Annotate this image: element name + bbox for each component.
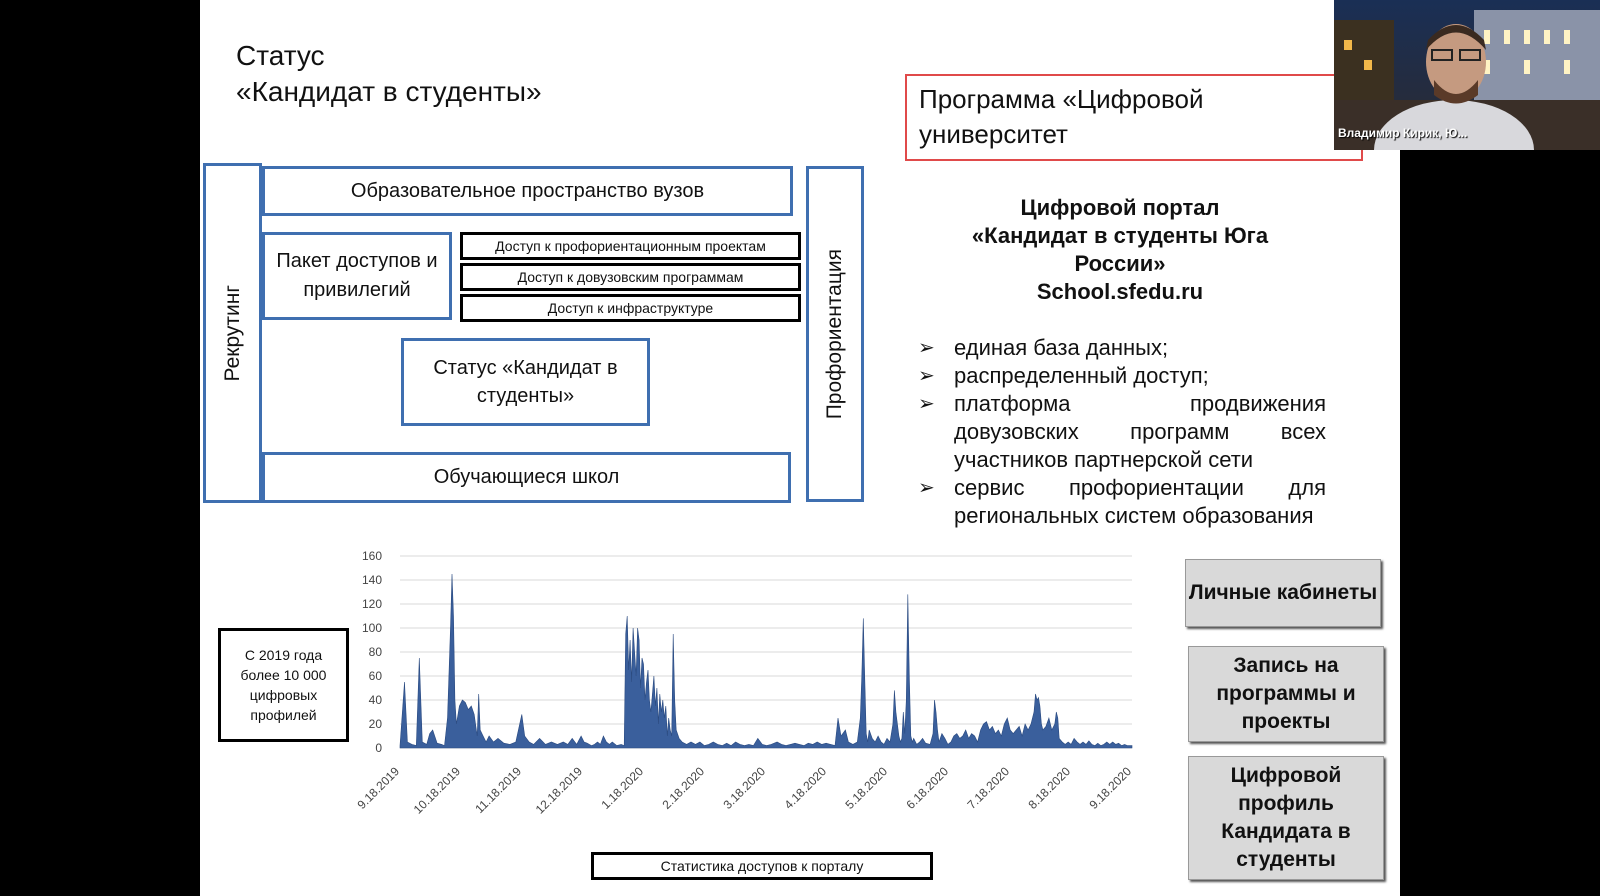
y-tick-label: 60: [368, 669, 382, 683]
x-tick-label: 9.18.2020: [1086, 764, 1135, 812]
x-tick-label: 7.18.2020: [964, 764, 1013, 812]
y-tick-label: 20: [368, 717, 382, 731]
y-tick-label: 140: [361, 573, 382, 587]
y-tick-label: 80: [368, 645, 382, 659]
x-tick-label: 8.18.2020: [1025, 764, 1074, 812]
feature-item: ➢ распределенный доступ;: [918, 362, 1326, 390]
career-guidance-box: [806, 166, 864, 502]
x-tick-label: 1.18.2020: [598, 764, 647, 812]
title-line-2: «Кандидат в студенты»: [236, 76, 542, 107]
students-box: Обучающиеся школ: [262, 452, 791, 503]
x-tick-label: 5.18.2020: [842, 764, 891, 812]
y-tick-label: 0: [375, 741, 382, 755]
portal-line-3: России»: [1074, 251, 1166, 276]
program-signup-button[interactable]: Запись на программы и проекты: [1188, 646, 1384, 742]
x-tick-label: 12.18.2019: [532, 764, 586, 817]
y-tick-label: 160: [361, 549, 382, 563]
access-item: Доступ к профориентационным проектам: [460, 232, 801, 260]
edu-space-box: Образовательное пространство вузов: [262, 166, 793, 216]
access-item: Доступ к инфраструктуре: [460, 294, 801, 322]
x-tick-label: 6.18.2020: [903, 764, 952, 812]
title-line-1: Статус: [236, 40, 325, 71]
access-item: Доступ к довузовским программам: [460, 263, 801, 291]
recruiting-box: [203, 163, 262, 503]
portal-url: School.sfedu.ru: [1036, 279, 1204, 304]
y-tick-label: 40: [368, 693, 382, 707]
x-tick-label: 4.18.2020: [781, 764, 830, 812]
area-series: [400, 574, 1132, 748]
x-tick-label: 3.18.2020: [720, 764, 769, 812]
feature-item: ➢ единая база данных;: [918, 334, 1326, 362]
y-tick-label: 120: [361, 597, 382, 611]
x-tick-label: 2.18.2020: [659, 764, 708, 812]
program-box: Программа «Цифровой университет: [905, 74, 1363, 161]
y-tick-label: 100: [361, 621, 382, 635]
x-tick-label: 10.18.2019: [410, 764, 464, 817]
profiles-note: С 2019 года более 10 000 цифровых профилей: [218, 628, 349, 742]
portal-line-1: Цифровой портал: [1020, 195, 1220, 220]
status-box: Статус «Кандидат в студенты»: [401, 338, 650, 426]
portal-heading: [928, 194, 1312, 306]
x-tick-label: 9.18.2019: [354, 764, 403, 812]
access-stats-chart: [340, 548, 1170, 844]
digital-profile-button[interactable]: Цифровой профиль Кандидата в студенты: [1188, 756, 1384, 880]
slide-title: [236, 38, 542, 110]
personal-accounts-button[interactable]: Личные кабинеты: [1185, 559, 1381, 627]
x-tick-label: 11.18.2019: [472, 764, 525, 816]
feature-list: [918, 334, 1326, 530]
feature-item: ➢ сервис профориентации для региональных систем образования: [918, 474, 1326, 530]
chart-caption: Статистика доступов к порталу: [591, 852, 933, 880]
portal-line-2: «Кандидат в студенты Юга: [971, 223, 1269, 248]
feature-item: ➢ платформа продвижения довузовских программ всех участников партнерской сети: [918, 390, 1326, 474]
package-box: Пакет доступов и привилегий: [262, 232, 452, 320]
career-guidance-label: Профориентация: [823, 248, 846, 420]
recruiting-label: Рекрутинг: [220, 284, 244, 382]
participant-name: Владимир Кирик, Ю...: [1338, 126, 1468, 140]
